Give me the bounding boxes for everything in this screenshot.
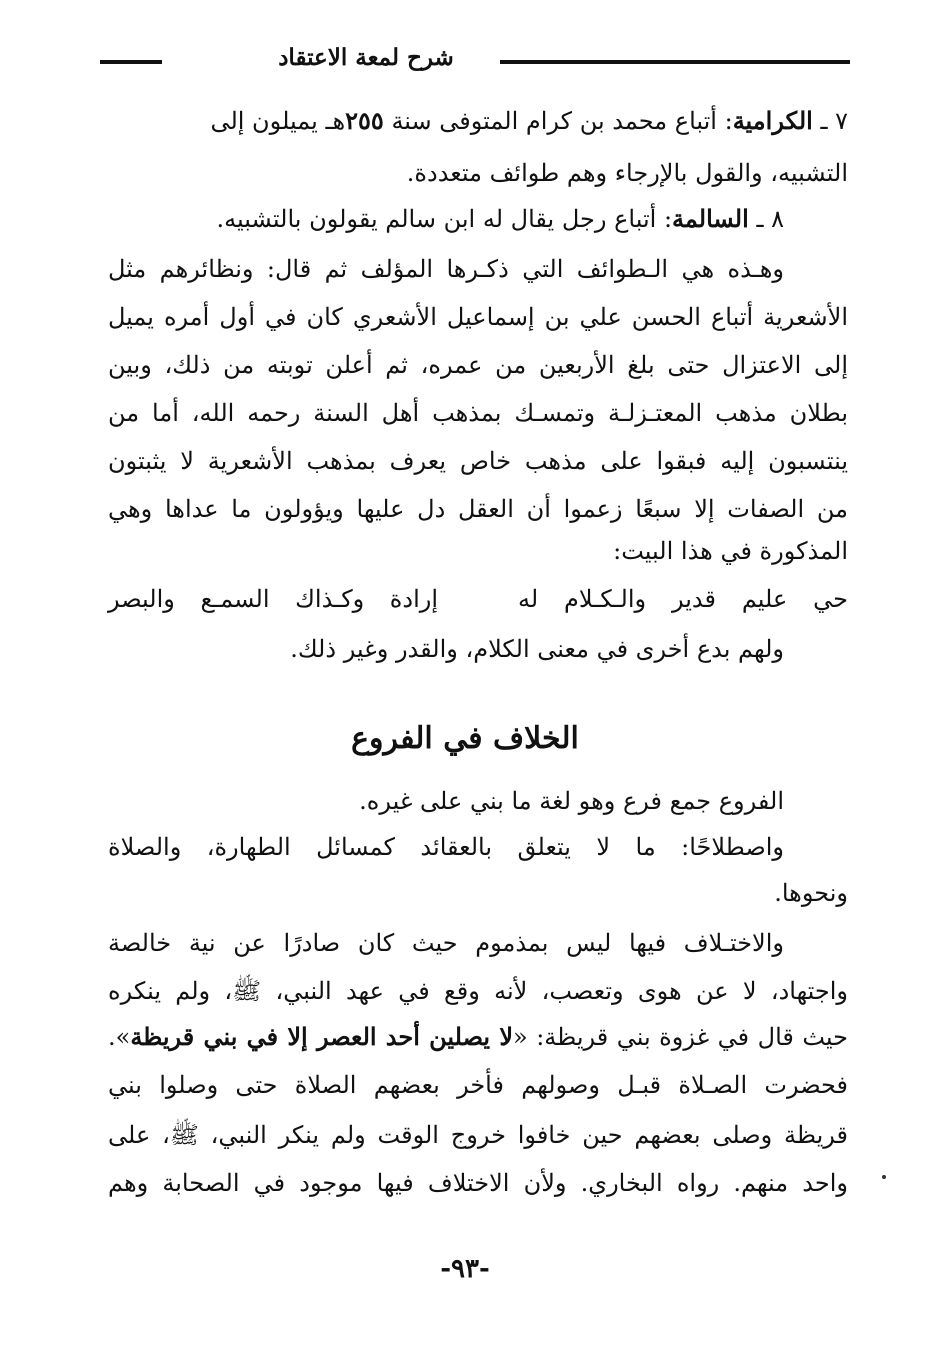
verse-first-hemistich: حي عليم قدير والـكـلام له bbox=[518, 585, 848, 613]
paragraph-line: وهـذه هي الـطوائف التي ذكـرها المؤلف ثم قال: ونظائرهم مثل bbox=[108, 255, 784, 283]
sect-year: ٢٥٥ bbox=[345, 106, 384, 135]
paragraph-line: فحضرت الصـلاة قبـل وصولهم فأخر بعضهم الصلاة حتى وصلوا بني bbox=[108, 1071, 848, 1099]
sect-7-line-1 bbox=[108, 94, 848, 148]
paragraph-line: واجتهاد، لا عن هوى وتعصب، لأنه وقع في عهد النبي، ﷺ، ولم ينكره bbox=[108, 977, 848, 1005]
margin-speck bbox=[882, 1175, 886, 1179]
running-header bbox=[100, 42, 850, 82]
definition-line: الفروع جمع فرع وهو لغة ما بني على غيره. bbox=[359, 787, 784, 815]
paragraph-line: والاختـلاف فيها ليس بمذموم حيث كان صادرًا عن نية خالصة bbox=[108, 929, 784, 957]
paragraph-text: حيث قال في غزوة بني قريظة: « bbox=[513, 1023, 848, 1051]
sect-number: ٧ ـ bbox=[820, 107, 848, 135]
after-verse-line: ولهم بدع أخرى في معنى الكلام، والقدر وغير ذلك. bbox=[290, 635, 784, 663]
page-number: -٩٣- bbox=[440, 1254, 490, 1284]
sect-name: الكرامية bbox=[732, 106, 813, 135]
definition-line: ونحوها. bbox=[774, 879, 848, 907]
sect-7-line-2: التشبيه، والقول بالإرجاء وهم طوائف متعددة. bbox=[406, 159, 848, 187]
paragraph-line: ينتسبون إليه فبقوا على مذهب خاص يعرف بمذهب الأشعرية لا يثبتون bbox=[108, 447, 848, 475]
hadith-quote: لا يصلين أحد العصر إلا في بني قريظة bbox=[130, 1022, 514, 1051]
paragraph-line: إلى الاعتزال حتى بلغ الأربعين من عمره، ثم أعلن توبته من ذلك، وبين bbox=[108, 351, 848, 379]
sect-8-line bbox=[108, 192, 848, 246]
sect-text: : أتباع محمد بن كرام المتوفى سنة bbox=[383, 107, 733, 135]
header-rule-left bbox=[100, 60, 162, 64]
paragraph-line: قريظة وصلى بعضهم حين خافوا خروج الوقت ولم ينكر النبي، ﷺ، على bbox=[108, 1121, 848, 1149]
paragraph-line bbox=[108, 1010, 848, 1064]
sect-name: السالمة bbox=[672, 204, 749, 233]
paragraph-line: من الصفات إلا سبعًا زعموا أن العقل دل عليها ويؤولون ما عداها وهي bbox=[108, 495, 848, 523]
header-rule-right bbox=[500, 60, 850, 64]
section-title: الخلاف في الفروع bbox=[351, 721, 579, 756]
paragraph-line: الأشعرية أتباع الحسن علي بن إسماعيل الأشعري كان في أول أمره يميل bbox=[108, 303, 848, 331]
verse-second-hemistich: إرادة وكـذاك السمـع والبصر bbox=[108, 585, 438, 613]
header-title: شرح لمعة الاعتقاد bbox=[278, 44, 454, 71]
definition-line: واصطلاحًا: ما لا يتعلق بالعقائد كمسائل الطهارة، والصلاة bbox=[108, 833, 784, 861]
sect-text: : أتباع رجل يقال له ابن سالم يقولون بالتشبيه. bbox=[216, 205, 673, 233]
paragraph-text: ». bbox=[108, 1023, 131, 1051]
paragraph-line: المذكورة في هذا البيت: bbox=[613, 537, 848, 565]
verse bbox=[108, 572, 848, 626]
paragraph-line: واحد منهم. رواه البخاري. ولأن الاختلاف فيها موجود في الصحابة وهم bbox=[108, 1169, 848, 1197]
paragraph-line: بطلان مذهب المعتـزلـة وتمسـك بمذهب أهل السنة رحمه الله، أما من bbox=[108, 399, 848, 427]
sect-number: ٨ ـ bbox=[756, 205, 784, 233]
sect-text: هـ يميلون إلى bbox=[210, 107, 346, 135]
